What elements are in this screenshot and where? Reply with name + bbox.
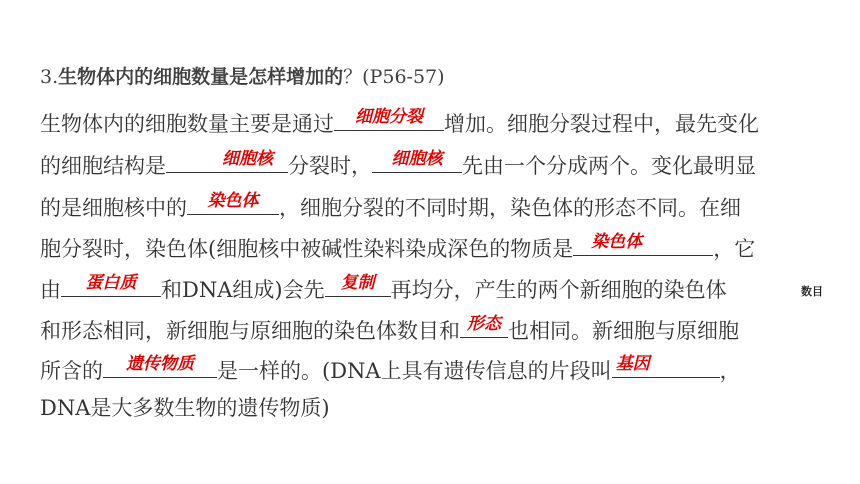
answer-blank (573, 231, 713, 256)
text-segment: 的是细胞核中的 (40, 196, 187, 220)
answer-blank (103, 353, 217, 378)
answer-blank (334, 106, 444, 131)
text-segment: 增加。细胞分裂过程中，最先变化 (444, 112, 759, 136)
answer-blank (372, 148, 462, 173)
question-suffix: ？(P56-57) (343, 66, 445, 88)
answer-text: 细胞核 (391, 149, 443, 169)
answer-text: 复制 (340, 273, 375, 293)
answer-text: 蛋白质 (85, 273, 137, 293)
answer-blank (325, 272, 391, 297)
side-label: 数目 (801, 285, 823, 298)
question-title (40, 62, 445, 89)
answer-text: 遗传物质 (126, 354, 194, 374)
paragraph-line-1 (40, 106, 759, 139)
text-segment: 也相同。新细胞与原细胞 (508, 319, 739, 343)
answer-text: 细胞核 (222, 149, 273, 169)
answer-blank (61, 272, 161, 297)
paragraph-line-8 (40, 393, 330, 423)
answer-text: 细胞分裂 (355, 107, 423, 127)
answer-blank (460, 313, 508, 338)
text-segment: ，它 (713, 237, 756, 261)
text-segment: DNA是大多数生物的遗传物质) (40, 396, 330, 420)
paragraph-line-7 (40, 353, 741, 386)
text-segment: 是一样的。(DNA上具有遗传信息的片段叫 (217, 359, 612, 383)
text-segment: 所含的 (40, 359, 103, 383)
question-text: 生物体内的细胞数量是怎样增加的 (58, 66, 344, 88)
text-segment: 胞分裂时，染色体(细胞核中被碱性染料染成深色的物质是 (40, 237, 574, 261)
text-segment: 的细胞结构是 (40, 154, 166, 178)
text-segment: 分裂时， (288, 154, 372, 178)
text-segment: ， (719, 359, 741, 383)
text-segment: 和形态相同，新细胞与原细胞的染色体数目和 (40, 319, 460, 343)
answer-blank (166, 148, 288, 173)
answer-blank (612, 353, 720, 378)
paragraph-line-4 (40, 231, 755, 264)
text-segment: 先由一个分成两个。变化最明显 (462, 154, 756, 178)
question-number: 3. (40, 66, 59, 88)
paragraph-line-3 (40, 190, 741, 223)
answer-text: 染色体 (207, 191, 259, 211)
paragraph-line-2 (40, 148, 756, 181)
paragraph-line-5 (40, 272, 727, 305)
text-segment: 生物体内的细胞数量主要是通过 (40, 112, 334, 136)
paragraph-line-6 (40, 313, 739, 346)
text-segment: 再均分，产生的两个新细胞的染色体 (390, 278, 727, 302)
answer-blank (187, 190, 279, 215)
answer-text: 基因 (615, 354, 650, 374)
answer-text: 染色体 (591, 232, 643, 252)
text-segment: ，细胞分裂的不同时期，染色体的形态不同。在细 (279, 196, 741, 220)
text-segment: 和DNA组成)会先 (161, 278, 325, 302)
text-segment: 由 (40, 278, 61, 302)
answer-text: 形态 (467, 314, 501, 334)
